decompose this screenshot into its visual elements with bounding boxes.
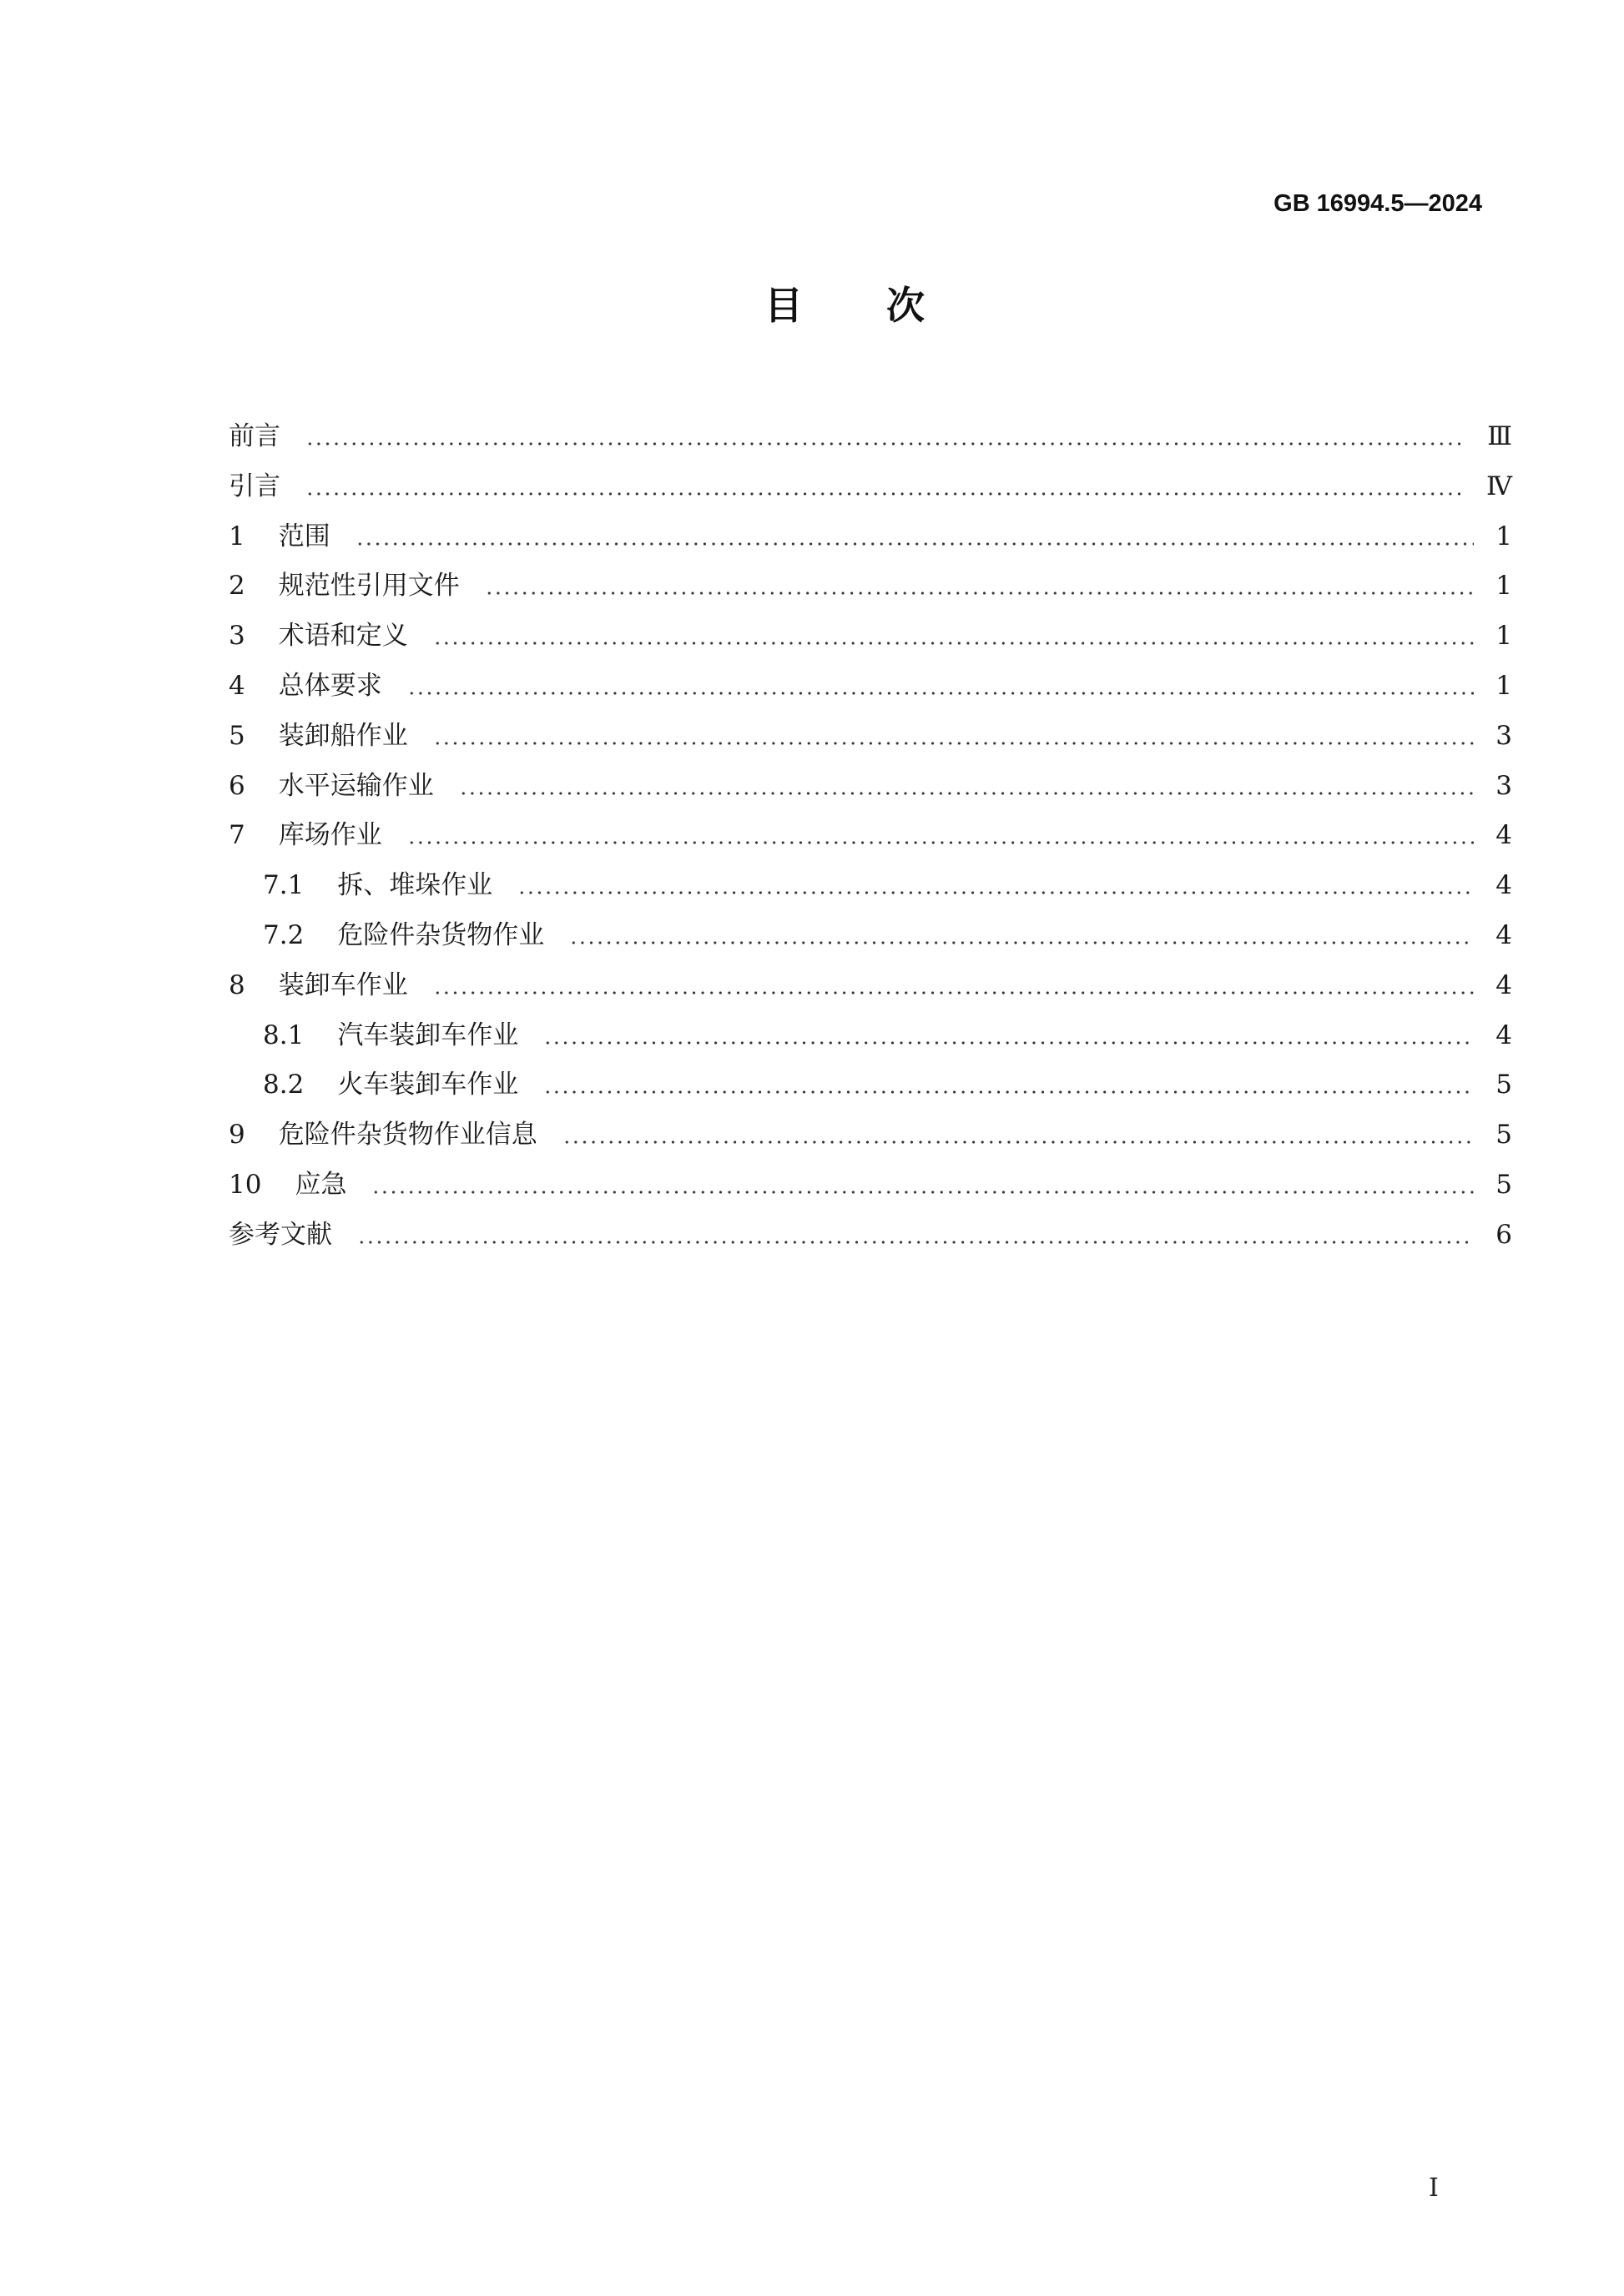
toc-leader-dots xyxy=(433,712,1475,762)
toc-entry-number: 10 xyxy=(229,1169,262,1200)
toc-entry-number: 7.2 xyxy=(263,919,305,950)
toc-entry-number: 8 xyxy=(229,969,245,1000)
toc-entry-label: 术语和定义 xyxy=(278,621,408,652)
toc-entry-8-1-truck-loading[interactable] xyxy=(229,1011,1512,1061)
toc-entry-page: 5 xyxy=(1495,1070,1512,1100)
toc-entry-label: 汽车装卸车作业 xyxy=(337,1020,519,1050)
toc-leader-dots xyxy=(407,662,1475,712)
toc-leader-dots xyxy=(562,1110,1475,1161)
toc-entry-page: 3 xyxy=(1495,720,1512,751)
toc-entry-number: 1 xyxy=(229,521,245,551)
toc-entry-page: 1 xyxy=(1495,521,1512,551)
toc-entry-page: 4 xyxy=(1495,1020,1512,1050)
standard-code-header xyxy=(1273,189,1482,219)
toc-leader-dots xyxy=(357,1211,1474,1261)
toc-entry-9-dangerous-goods-info[interactable] xyxy=(229,1110,1512,1161)
toc-entry-label: 危险件杂货物作业 xyxy=(337,919,545,950)
toc-leader-dots xyxy=(433,961,1475,1011)
standard-number: 16994.5—2024 xyxy=(1316,190,1482,217)
toc-entry-8-vehicle-loading[interactable] xyxy=(229,961,1512,1011)
toc-entry-label: 参考文献 xyxy=(229,1219,332,1250)
toc-entry-label: 危险件杂货物作业信息 xyxy=(278,1120,537,1151)
toc-entry-label: 库场作业 xyxy=(278,820,382,851)
toc-entry-foreword[interactable] xyxy=(229,412,1512,462)
toc-leader-dots xyxy=(543,1060,1474,1110)
toc-entry-number: 7 xyxy=(229,820,245,851)
toc-entry-label: 引言 xyxy=(229,471,280,501)
toc-entry-page: 1 xyxy=(1495,670,1512,701)
toc-entry-label: 装卸车作业 xyxy=(278,969,408,1000)
toc-entry-label: 前言 xyxy=(229,421,280,451)
toc-entry-number: 4 xyxy=(229,670,245,701)
toc-entry-number: 5 xyxy=(229,720,245,751)
toc-entry-7-yard-operations[interactable] xyxy=(229,811,1512,861)
page-number: I xyxy=(1429,2173,1439,2203)
toc-entry-page: 4 xyxy=(1495,870,1512,901)
toc-entry-page: Ⅳ xyxy=(1486,471,1512,501)
table-of-contents xyxy=(229,412,1512,1261)
toc-leader-dots xyxy=(305,412,1465,462)
toc-leader-dots xyxy=(305,462,1465,512)
toc-entry-page: 4 xyxy=(1495,969,1512,1000)
toc-entry-number: 8.1 xyxy=(263,1020,305,1050)
toc-entry-page: 1 xyxy=(1495,571,1512,602)
toc-entry-page: 4 xyxy=(1495,820,1512,851)
toc-entry-label: 范围 xyxy=(278,521,330,551)
toc-leader-dots xyxy=(371,1161,1474,1211)
toc-entry-label: 总体要求 xyxy=(278,670,382,701)
toc-entry-10-emergency[interactable] xyxy=(229,1161,1512,1211)
toc-entry-4-general-requirements[interactable] xyxy=(229,662,1512,712)
toc-leader-dots xyxy=(485,561,1475,612)
toc-entry-page: 5 xyxy=(1495,1169,1512,1200)
toc-entry-5-ship-loading[interactable] xyxy=(229,712,1512,762)
toc-entry-label: 装卸船作业 xyxy=(278,720,408,751)
toc-leader-dots xyxy=(459,762,1475,812)
toc-entry-6-horizontal-transport[interactable] xyxy=(229,762,1512,812)
standard-prefix: GB xyxy=(1273,190,1310,217)
page-title: 目次 xyxy=(764,283,1008,328)
toc-entry-7-2-dangerous-goods[interactable] xyxy=(229,911,1512,961)
toc-leader-dots xyxy=(433,612,1475,662)
toc-entry-3-terms-definitions[interactable] xyxy=(229,612,1512,662)
toc-leader-dots xyxy=(407,811,1475,861)
toc-entry-2-normative-references[interactable] xyxy=(229,561,1512,612)
toc-entry-page: 4 xyxy=(1495,919,1512,950)
toc-leader-dots xyxy=(517,861,1474,911)
toc-entry-number: 9 xyxy=(229,1120,245,1151)
toc-entry-number: 8.2 xyxy=(263,1070,305,1100)
toc-entry-1-scope[interactable] xyxy=(229,512,1512,562)
toc-entry-label: 水平运输作业 xyxy=(278,770,434,801)
toc-entry-number: 7.1 xyxy=(263,870,305,901)
toc-entry-page: 1 xyxy=(1495,621,1512,652)
toc-entry-label: 火车装卸车作业 xyxy=(337,1070,519,1100)
toc-entry-label: 应急 xyxy=(295,1169,347,1200)
toc-entry-page: 6 xyxy=(1495,1219,1512,1250)
toc-entry-page: 3 xyxy=(1495,770,1512,801)
toc-entry-number: 6 xyxy=(229,770,245,801)
toc-entry-page: Ⅲ xyxy=(1487,421,1512,451)
toc-entry-page: 5 xyxy=(1495,1120,1512,1151)
toc-entry-8-2-train-loading[interactable] xyxy=(229,1060,1512,1110)
toc-entry-label: 规范性引用文件 xyxy=(278,571,460,602)
toc-leader-dots xyxy=(569,911,1474,961)
toc-entry-7-1-stacking[interactable] xyxy=(229,861,1512,911)
toc-leader-dots xyxy=(356,512,1475,562)
toc-entry-label: 拆、堆垛作业 xyxy=(337,870,493,901)
toc-entry-number: 2 xyxy=(229,571,245,602)
toc-entry-introduction[interactable] xyxy=(229,462,1512,512)
toc-entry-number: 3 xyxy=(229,621,245,652)
toc-entry-bibliography[interactable] xyxy=(229,1211,1512,1261)
toc-leader-dots xyxy=(543,1011,1474,1061)
